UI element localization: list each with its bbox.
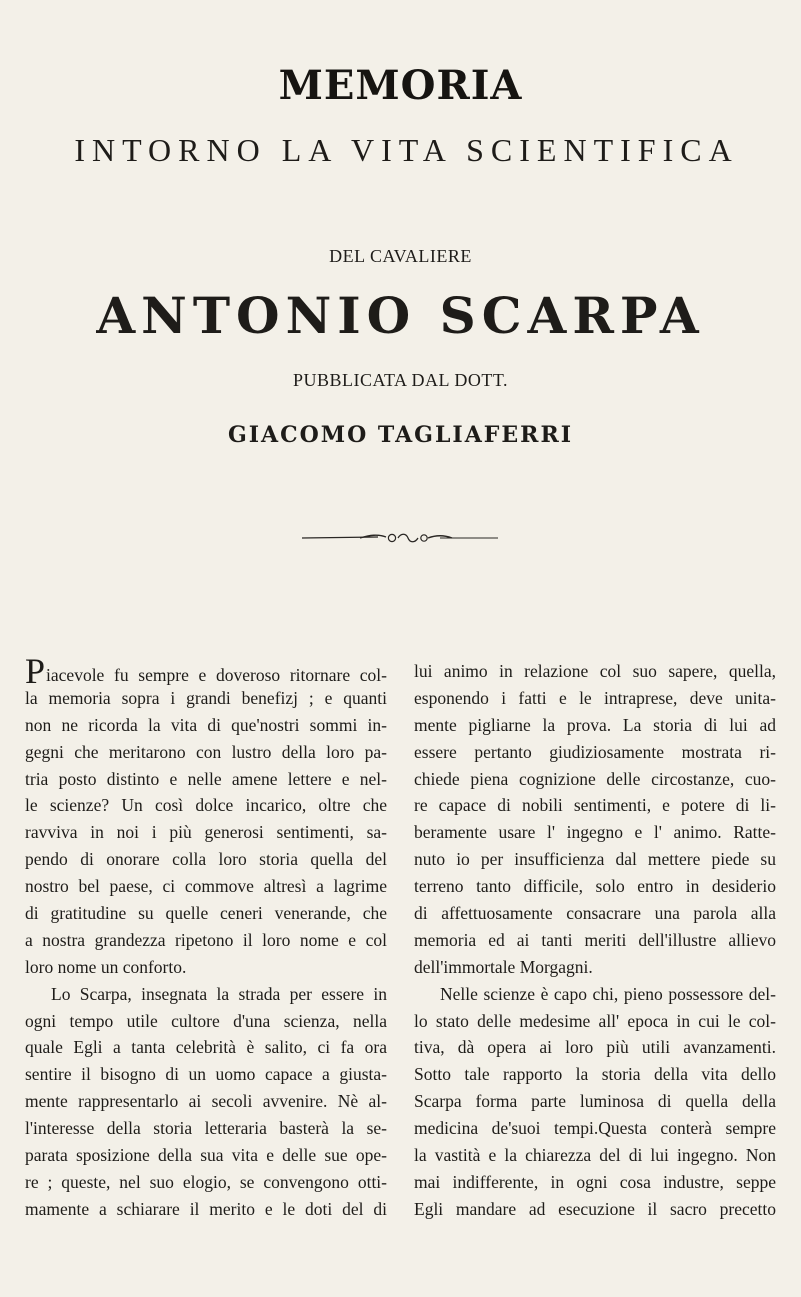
text-line: ogni tempo utile cultore d'una scienza, nella [25, 1010, 387, 1031]
text-line: ravviva in noi i più generosi sentimenti, sa- [25, 822, 387, 843]
text-line: lui animo in relazione col suo sapere, quella, [414, 661, 776, 681]
text-line: Sotto tale rapporto la storia della vita dello [414, 1064, 776, 1085]
heading-intorno: INTORNO LA VITA SCIENTIFICA [74, 132, 739, 168]
text-column-right [414, 658, 776, 1223]
text-line: di gratitudine su quelle ceneri venerande, che [25, 903, 387, 924]
text-line: mente pigliarne la prova. La storia di lui ad [414, 714, 776, 735]
text-line: lo stato delle medesime all' epoca in cui le col- [414, 1010, 776, 1031]
text-line: loro nome un conforto. [25, 956, 187, 977]
text-line: la vastità e la chiarezza del di lui ingegno. Non [414, 1145, 776, 1166]
text-line: Piacevole fu sempre e doveroso ritornare col- [25, 658, 387, 685]
heading-del-cavaliere: DEL CAVALIERE [329, 246, 472, 266]
text-line: sentire il bisogno di un uomo capace a giusta- [25, 1064, 387, 1085]
text-line: re ; queste, nel suo elogio, se convengono otti- [25, 1171, 387, 1192]
text-line: mente rappresentarlo ai secoli avvenire. Nè al- [25, 1091, 387, 1112]
text-line: l'interesse della storia letteraria basterà la se- [25, 1118, 387, 1139]
text-line: la memoria sopra i grandi benefizj ; e quanti [25, 687, 387, 708]
text-line: gegni che meritarono con lustro della loro pa- [25, 741, 387, 762]
text-line: mai indifferente, in ogni cosa industre, seppe [414, 1171, 776, 1192]
heading-subject-name: ANTONIO SCARPA [96, 286, 705, 345]
text-line: beramente usare l' ingegno e l' animo. Ratte- [414, 822, 776, 843]
text-line: parata sposizione della sua vita e delle sue ope- [25, 1145, 387, 1166]
heading-author: GIACOMO TAGLIAFERRI [227, 422, 574, 448]
text-line: terreno tanto difficile, solo entro in desiderio [414, 876, 776, 897]
text-line: quale Egli a tanta celebrità è salito, ci fa ora [25, 1037, 387, 1058]
text-line: nuto io per insufficienza dal mettere piede su [414, 849, 776, 870]
text-line: Lo Scarpa, insegnata la strada per essere in [51, 983, 387, 1004]
heading-pubblicata: PUBBLICATA DAL DOTT. [292, 370, 509, 390]
text-line: di affettuosamente consacrare una parola alla [414, 903, 776, 924]
text-line: memoria ed ai tanti meriti dell'illustre allievo [414, 929, 776, 950]
text-line: Scarpa forma parte luminosa di quella della [414, 1091, 776, 1112]
text-line: tria posto distinto e nelle amene lettere e nel- [25, 768, 387, 789]
text-line: nostro bel paese, ci commove altresì a lagrime [25, 876, 387, 897]
text-line: re capace di nobili sentimenti, e potere di li- [414, 795, 776, 816]
text-line: chiede piena cognizione delle circostanze, cuo- [414, 768, 776, 789]
text-line: a nostra grandezza ripetono il loro nome e col [25, 929, 387, 950]
text-line: pendo di onorare colla loro storia quella del [25, 849, 387, 870]
text-line: tiva, dà opera ai loro più utili avanzamenti. [414, 1037, 776, 1058]
text-line: non ne ricorda la vita di que'nostri sommi in- [25, 714, 387, 735]
text-line: le scienze? Un così dolce incarico, oltre che [25, 795, 387, 816]
decorative-rule-ornament [300, 530, 500, 546]
heading-memoria: MEMORIA [278, 62, 523, 109]
text-line: dell'immortale Morgagni. [414, 956, 593, 977]
text-line: essere pertanto giudiziosamente mostrata ri- [414, 741, 776, 762]
text-line: Egli mandare ad esecuzione il sacro precetto [414, 1198, 776, 1219]
text-line: esponendo i fatti e le intraprese, deve unita- [414, 687, 776, 708]
text-line: mamente a schiarare il merito e le doti del di [25, 1198, 387, 1219]
text-line: Nelle scienze è capo chi, pieno possessore del- [440, 983, 776, 1004]
text-line: medicina de'suoi tempi.Questa conterà sempre [414, 1118, 776, 1139]
text-column-left [25, 658, 387, 1223]
drop-cap: P [25, 658, 46, 685]
